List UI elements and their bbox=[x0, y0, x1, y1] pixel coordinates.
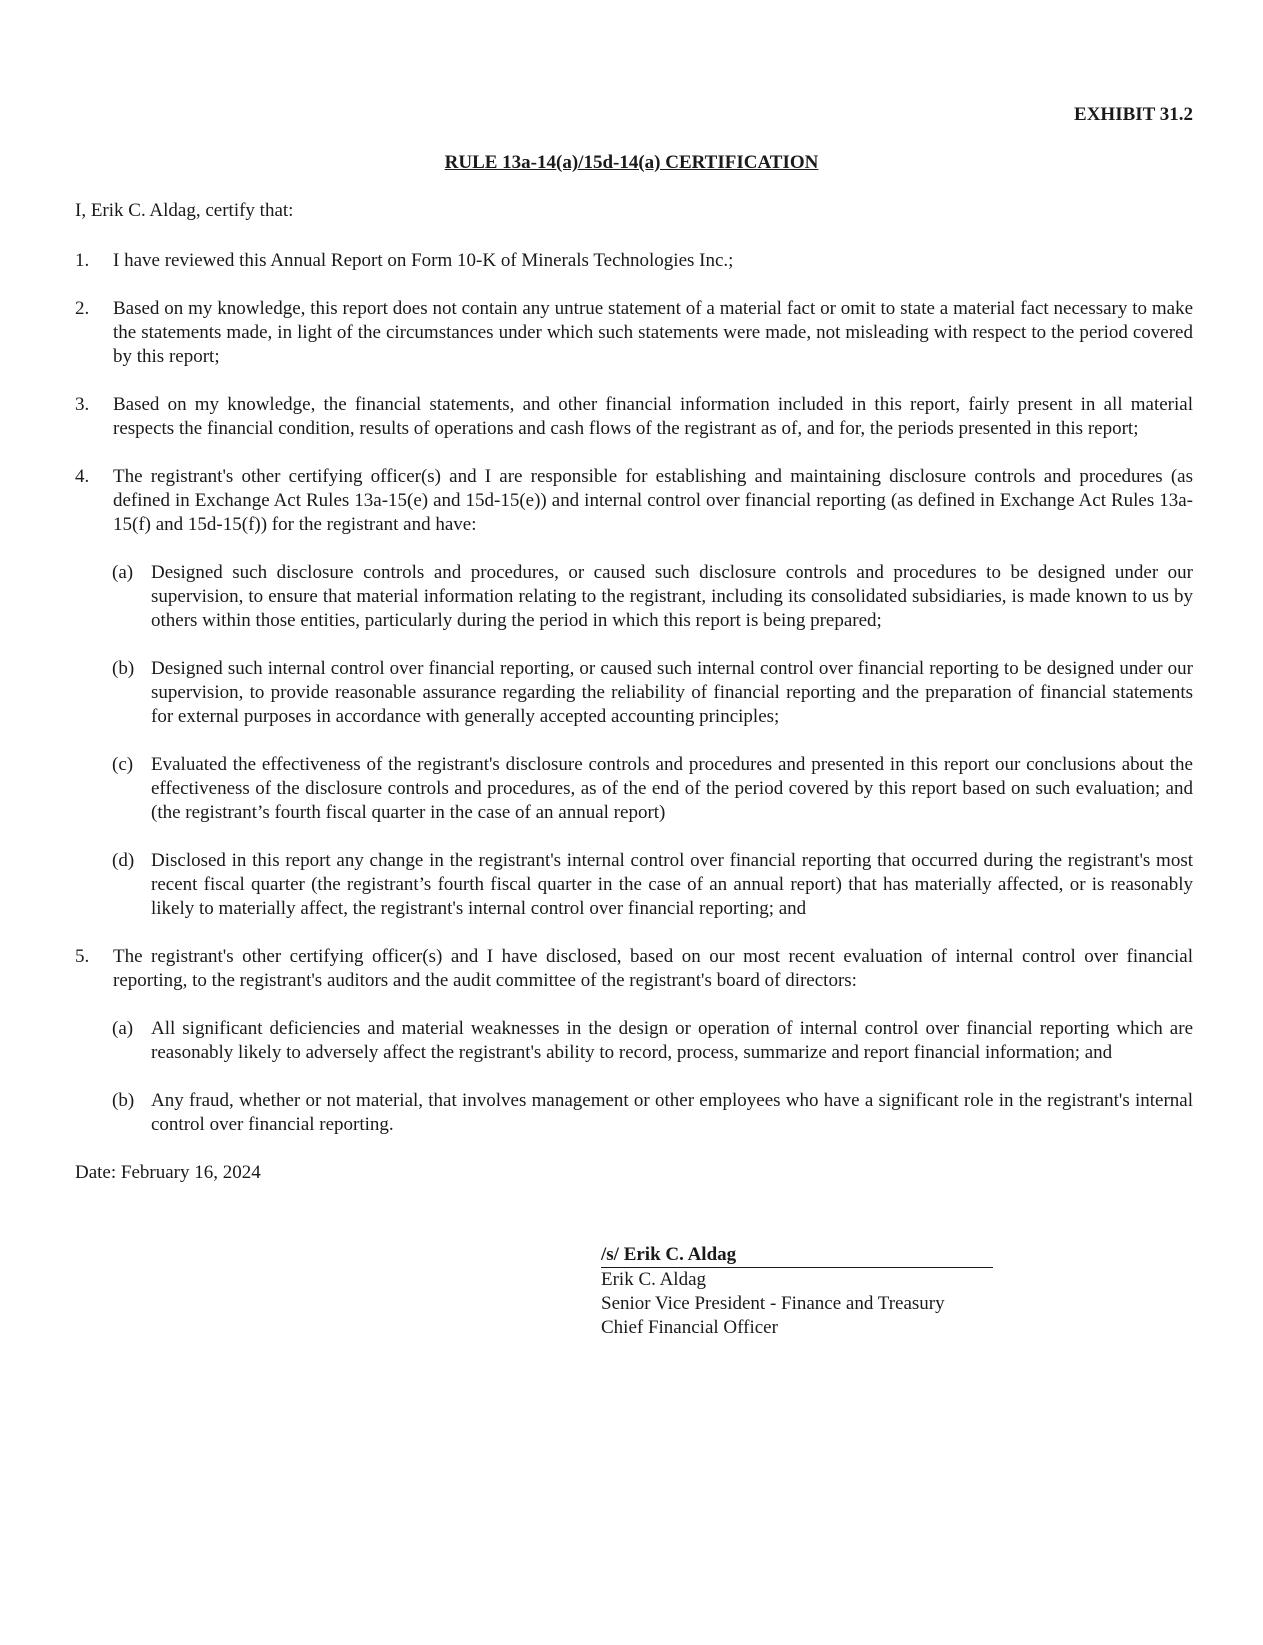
item-number: 2. bbox=[75, 298, 90, 319]
signature-date: Date: February 16, 2024 bbox=[75, 1162, 261, 1183]
sub-label: (b) bbox=[112, 1090, 135, 1111]
item-4-sub-b bbox=[75, 657, 1193, 729]
sub-label: (d) bbox=[112, 850, 135, 871]
item-text: The registrant's other certifying officer(s) and I are responsible for establishing and maintaining disclosure controls and procedures (as defined in Exchange Act Rules 13a-15(e) and 15d-15(e)) and internal control over financial reporting (as defined in Exchange Act Rules 13a-15(f) and 15d-15(f)) for the registrant and have: bbox=[113, 466, 1193, 535]
item-4 bbox=[75, 465, 1193, 537]
item-text: I have reviewed this Annual Report on Form 10-K of Minerals Technologies Inc.; bbox=[113, 250, 734, 271]
signer-name: Erik C. Aldag bbox=[601, 1269, 707, 1290]
item-text: Based on my knowledge, this report does not contain any untrue statement of a material fact or omit to state a material fact necessary to make the statements made, in light of the circumstances under which such statements were made, not misleading with respect to the period covered by this report; bbox=[113, 298, 1193, 367]
item-number: 3. bbox=[75, 394, 90, 415]
signer-title: Senior Vice President - Finance and Treasury bbox=[601, 1293, 945, 1314]
sub-label: (c) bbox=[112, 754, 134, 775]
item-number: 1. bbox=[75, 250, 90, 271]
sub-text: Designed such disclosure controls and procedures, or caused such disclosure controls and procedures to be designed under our supervision, to ensure that material information relating to the registrant, including its consolidated subsidiaries, is made known to us by others within those entities, particularly during the period in which this report is being prepared; bbox=[151, 562, 1193, 631]
sub-text: All significant deficiencies and material weaknesses in the design or operation of internal control over financial reporting which are reasonably likely to adversely affect the registrant's ability to record, process, summarize and report financial information; and bbox=[151, 1018, 1193, 1063]
item-4-sub-c bbox=[75, 753, 1193, 825]
item-5-sub-a bbox=[75, 1017, 1193, 1065]
item-number: 4. bbox=[75, 466, 90, 487]
sub-label: (a) bbox=[112, 1018, 134, 1039]
exhibit-number: EXHIBIT 31.2 bbox=[1074, 104, 1193, 125]
signature-line: /s/ Erik C. Aldag bbox=[601, 1243, 993, 1268]
item-1 bbox=[75, 249, 1193, 273]
item-5 bbox=[75, 945, 1193, 993]
sub-text: Any fraud, whether or not material, that involves management or other employees who have a significant role in the registrant's internal control over financial reporting. bbox=[151, 1090, 1193, 1135]
item-2 bbox=[75, 297, 1193, 369]
intro-statement: I, Erik C. Aldag, certify that: bbox=[75, 200, 294, 221]
sub-label: (a) bbox=[112, 562, 134, 583]
item-5-sub-b bbox=[75, 1089, 1193, 1137]
sub-label: (b) bbox=[112, 658, 135, 679]
sub-text: Evaluated the effectiveness of the registrant's disclosure controls and procedures and presented in this report our conclusions about the effectiveness of the disclosure controls and procedures, as of the end of the period covered by this report based on such evaluation; and (the registrant’s fourth fiscal quarter in the case of an annual report) bbox=[151, 754, 1193, 823]
item-4-sub-d bbox=[75, 849, 1193, 921]
certification-body bbox=[75, 199, 1193, 1185]
item-text: Based on my knowledge, the financial statements, and other financial information included in this report, fairly present in all material respects the financial condition, results of operations and cash flows of the registrant as of, and for, the periods presented in this report; bbox=[113, 394, 1193, 439]
item-3 bbox=[75, 393, 1193, 441]
item-number: 5. bbox=[75, 946, 90, 967]
signer-role: Chief Financial Officer bbox=[601, 1317, 778, 1338]
sub-text: Designed such internal control over financial reporting, or caused such internal control over financial reporting to be designed under our supervision, to provide reasonable assurance regarding the reliability of financial reporting and the preparation of financial statements for external purposes in accordance with generally accepted accounting principles; bbox=[151, 658, 1193, 727]
sub-text: Disclosed in this report any change in the registrant's internal control over financial reporting that occurred during the registrant's most recent fiscal quarter (the registrant’s fourth fiscal quarter in the case of an annual report) that has materially affected, or is reasonably likely to materially affect, the registrant's internal control over financial reporting; and bbox=[151, 850, 1193, 919]
document-title: RULE 13a-14(a)/15d-14(a) CERTIFICATION bbox=[444, 152, 819, 173]
item-4-sub-a bbox=[75, 561, 1193, 633]
item-text: The registrant's other certifying officer(s) and I have disclosed, based on our most recent evaluation of internal control over financial reporting, to the registrant's auditors and the audit committee of the registrant's board of directors: bbox=[113, 946, 1193, 991]
signature-block bbox=[601, 1243, 993, 1340]
